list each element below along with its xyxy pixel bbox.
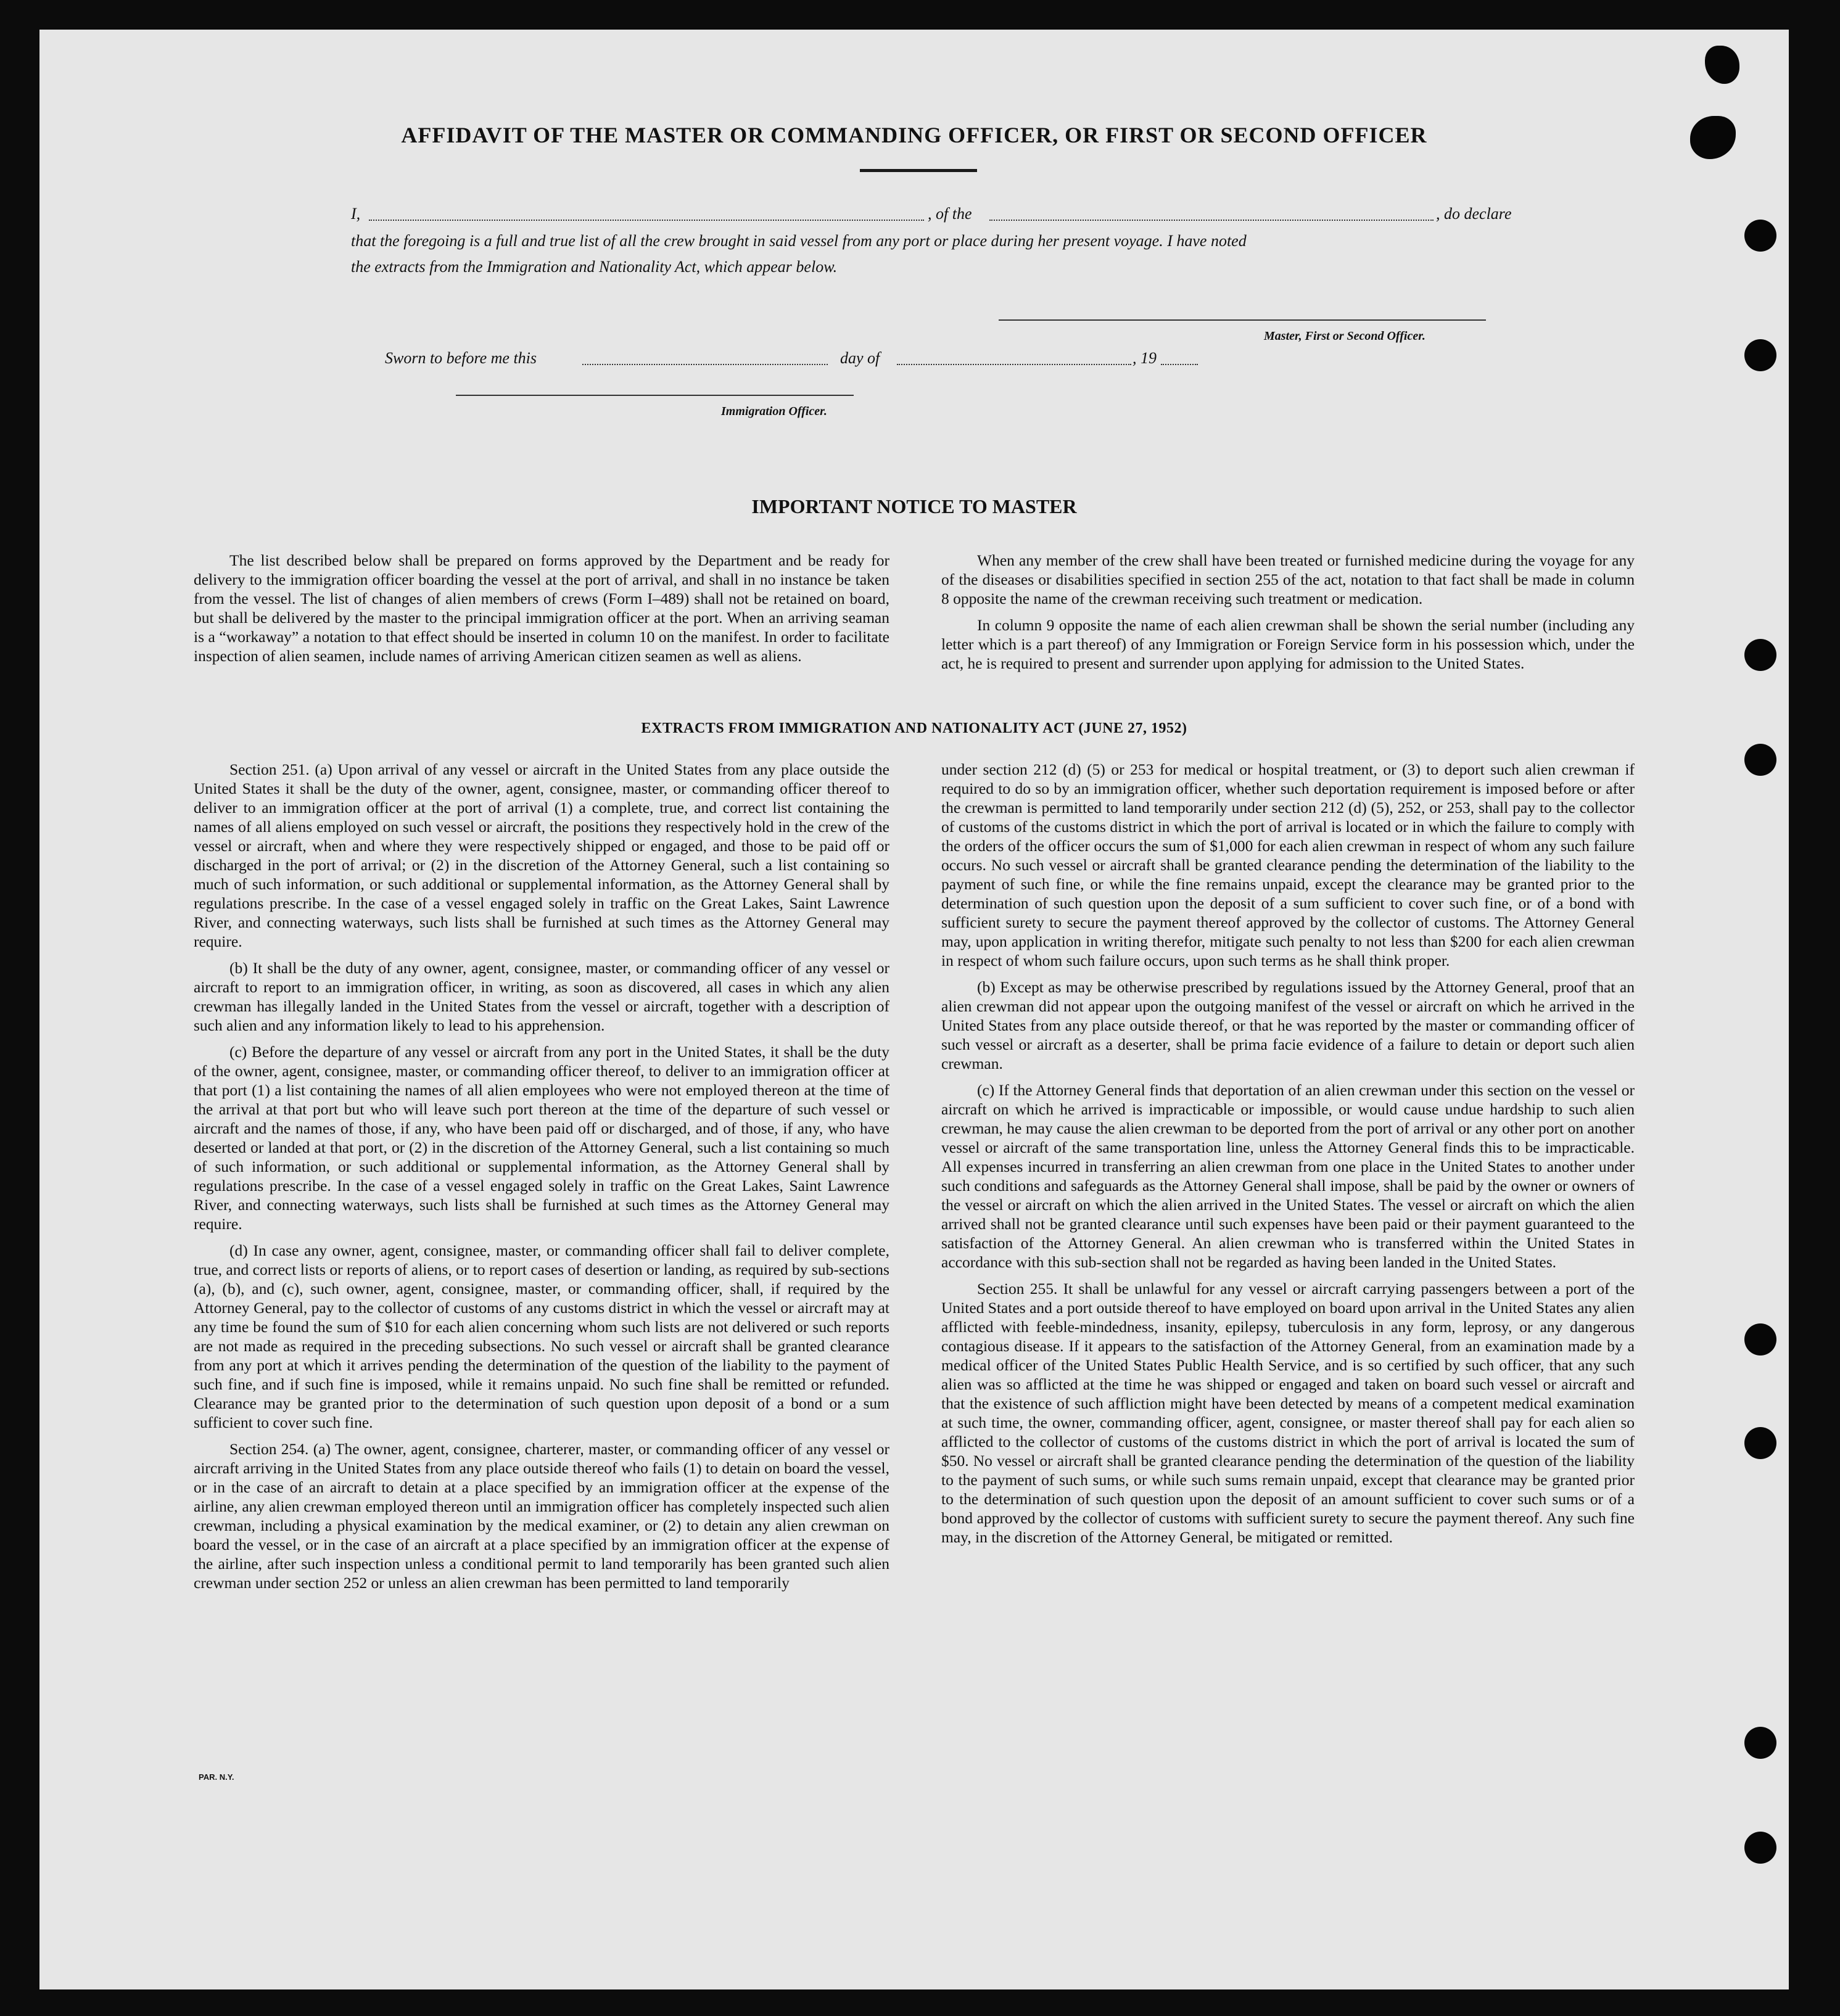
sworn-label: Sworn to before me this <box>385 349 537 367</box>
punch-hole <box>1744 220 1776 252</box>
punch-hole <box>1744 1727 1776 1759</box>
of-the-label: , of the <box>928 205 972 223</box>
section-paragraph: (c) If the Attorney General finds that deportation of an alien crewman under this section on the vessel or aircraft on which he arrived is impracticable or impossible, or would cause undue hardship to such alien crewman, he may cause the alien crewman to be deported from the port of arrival or any other port on another vessel or aircraft of the same transportation line, unless the Attorney General finds this to be impracticable. All expenses incurred in transferring an alien crewman from one place in the United States to another under such conditions and safeguards as the Attorney General shall impose, shall be paid by the owner or owners of the vessel or aircraft on which the alien arrived in the United States. The vessel or aircraft on which the alien arrived shall not be granted clearance until such expenses have been paid or their payment guaranteed to the satisfaction of the Attorney General. An alien crewman who is transferred within the United States in accordance with this sub-section shall not be regarded as having been landed in the United States. <box>941 1081 1635 1271</box>
master-signature-line[interactable] <box>999 319 1486 321</box>
do-declare-label: , do declare <box>1436 205 1512 223</box>
section-paragraph: Section 255. It shall be unlawful for any vessel or aircraft carrying passengers between a port of the United States and a port outside thereof to have employed on board upon arrival in the United States any alien afflicted with feeble-mindedness, insanity, epilepsy, tuberculosis in any form, leprosy, or any dangerous contagious disease. If it appears to the satisfaction of the Attorney General, from an examination made by a medical officer of the United States Public Health Service, and is so certified by such officer, that any such alien was so afflicted at the time he was shipped or engaged and taken on board such vessel or aircraft and that the existence of such affliction might have been detected by means of a competent medical examination at such time, the owner, commanding officer, agent, consignee, or master thereof shall pay for each alien so afflicted to the collector of customs of the customs district in which the port of arrival is located the sum of $50. No vessel or aircraft shall be granted clearance pending the determination of the question of the liability to the payment of such sums, or while such sums remain unpaid, except that clearance may be granted prior to the determination of such question upon the deposit of an amount sufficient to cover such sums or of a bond approved by the collector of customs with sufficient surety to secure the payment thereof. Any such fine may, in the discretion of the Attorney General, be mitigated or remitted. <box>941 1280 1635 1546</box>
master-signature-label: Master, First or Second Officer. <box>1264 329 1425 343</box>
section-paragraph: (b) It shall be the duty of any owner, agent, consignee, master, or commanding officer of any vessel or aircraft to report to an immigration officer, in writing, as soon as discovered, all cases in which any alien crewman has illegally landed in the United States from the vessel or aircraft, together with a description of such alien and any information likely to lead to his apprehension. <box>194 959 889 1034</box>
i-label: I, <box>351 205 361 223</box>
sworn-month-field[interactable] <box>897 364 1131 365</box>
document-page <box>39 30 1789 1989</box>
statement-line-1: that the foregoing is a full and true list of all the crew brought in said vessel from any port or place during her present voyage. I have noted <box>351 232 1247 250</box>
title-rule <box>860 169 977 172</box>
punch-hole <box>1744 1323 1776 1356</box>
officer-signature-line[interactable] <box>456 395 854 396</box>
sworn-day-field[interactable] <box>582 364 828 365</box>
affidavit-title: AFFIDAVIT OF THE MASTER OR COMMANDING OFFICER, OR FIRST OR SECOND OFFICER <box>401 123 1427 147</box>
extracts-right-column <box>941 760 1635 1554</box>
notice-title: IMPORTANT NOTICE TO MASTER <box>751 495 1077 517</box>
vessel-field[interactable] <box>989 220 1434 221</box>
section-paragraph: (c) Before the departure of any vessel or aircraft from any port in the United States, it shall be the duty of the owner, agent, consignee, master, or commanding officer thereof, to deliver to an immigration officer at that port (1) a list containing the names of all alien employees who were not employed thereon at the time of the arrival at that port but who will leave such port thereon at the time of the departure of such vessel or aircraft and the names of those, if any, who have been paid off or discharged, and of those, if any, who have deserted or landed at that port, or (2) in the discretion of the Attorney General, such a list containing so much of such information, or such additional or supplemental information, as the Attorney General shall by regulations prescribe. In the case of a vessel engaged solely in traffic on the Great Lakes, Saint Lawrence River, and connecting waterways, such lists shall be furnished at such times as the Attorney General may require. <box>194 1043 889 1233</box>
punch-hole <box>1744 744 1776 776</box>
section-paragraph: under section 212 (d) (5) or 253 for medical or hospital treatment, or (3) to deport such alien crewman if required to do so by an immigration officer, whether such deportation requirement is imposed before or after the crewman is permitted to land temporarily under section 212 (d) (5), 252, or 253, shall pay to the collector of customs of the customs district in which the port of arrival is located or in which the failure to comply with the orders of the officer occurs the sum of $1,000 for each alien crewman in respect of whom any such failure occurs. No such vessel or aircraft shall be granted clearance pending the determination of the liability to the payment of such fine, or while the fine remains unpaid, except the clearance may be granted prior to the determination of such question upon the deposit of a sum sufficient to cover such fine, or of a bond with sufficient surety to secure the payment thereof approved by the collector of customs. The Attorney General may, upon application in writing therefor, mitigate such penalty to not less than $200 for each alien crewman in respect of whom such failure occurs, upon such terms as he shall think proper. <box>941 760 1635 969</box>
extracts-heading: EXTRACTS FROM IMMIGRATION AND NATIONALITY ACT (JUNE 27, 1952) <box>641 720 1187 736</box>
section-paragraph: (b) Except as may be otherwise prescribed by regulations issued by the Attorney General, proof that an alien crewman did not appear upon the outgoing manifest of the vessel or aircraft on which he arrived in the United States from any place outside thereof, or that he was reported by the master or commanding officer of such vessel or aircraft as a deserter, shall be prima facie evidence of a failure to detain or deport such alien crewman. <box>941 978 1635 1072</box>
day-of-label: day of <box>840 349 880 367</box>
statement-line-2: the extracts from the Immigration and Nationality Act, which appear below. <box>351 258 838 276</box>
punch-hole <box>1744 639 1776 671</box>
section-paragraph: Section 251. (a) Upon arrival of any vessel or aircraft in the United States from any place outside the United States it shall be the duty of the owner, agent, consignee, master, or commanding officer thereof to deliver to an immigration officer at the port of arrival (1) a complete, true, and correct list containing the names of all aliens employed on such vessel or aircraft, the positions they respectively hold in the crew of the vessel or aircraft, when and where they were respectively shipped or engaged, and those to be paid off or discharged in the port of arrival; or (2) in the discretion of the Attorney General, such a list containing so much of such information, or such additional or supplemental information, as the Attorney General shall by regulations prescribe. In the case of a vessel engaged solely in traffic on the Great Lakes, Saint Lawrence River, and connecting waterways, such lists shall be furnished at such times as the Attorney General may require. <box>194 760 889 950</box>
notice-left-column <box>194 551 889 673</box>
officer-signature-label: Immigration Officer. <box>721 405 827 418</box>
notice-right-column <box>941 551 1635 680</box>
year-label: , 19 <box>1132 349 1157 367</box>
punch-hole <box>1744 1832 1776 1864</box>
extracts-left-column <box>194 760 889 1600</box>
punch-hole <box>1744 1427 1776 1459</box>
section-paragraph: (d) In case any owner, agent, consignee, master, or commanding officer shall fail to deliver complete, true, and correct lists or reports of aliens, or to report cases of desertion or landing, as required by sub-sections (a), (b), and (c), such owner, agent, consignee, master, or commanding officer, shall, if required by the Attorney General, pay to the collector of customs of any customs district in which the vessel or aircraft may at any time be found the sum of $10 for each alien concerning whom such lists are not delivered or such reports are not made as required in the preceding subsections. No such vessel or aircraft shall be granted clearance from any port at which it arrives pending the determination of the question of the liability to the payment of such fine, and if such fine is imposed, while it remains unpaid. No such fine shall be remitted or refunded. Clearance may be granted prior to the determination of such question upon deposit of a bond or a sum sufficient to cover such fine. <box>194 1241 889 1431</box>
punch-hole <box>1744 339 1776 371</box>
notice-paragraph: In column 9 opposite the name of each alien crewman shall be shown the serial number (including any letter which is a part thereof) of any Immigration or Foreign Service form in his possession which, under the act, he is required to present and surrender upon applying for admission to the United States. <box>941 616 1635 672</box>
name-field[interactable] <box>369 220 924 221</box>
printer-mark: PAR. N.Y. <box>199 1772 234 1782</box>
torn-corner <box>1705 46 1739 84</box>
notice-paragraph: The list described below shall be prepared on forms approved by the Department and be ready for delivery to the immigration officer boarding the vessel at the port of arrival, and shall in no instance be taken from the vessel. The list of changes of alien members of crews (Form I–489) shall not be retained on board, but shall be delivered by the master to the principal immigration officer at the port. When an arriving seaman is a “workaway” a notation to that effect should be inserted in column 10 on the manifest. In order to facilitate inspection of alien seamen, include names of arriving American citizen seamen as well as aliens. <box>194 551 889 665</box>
sworn-year-field[interactable] <box>1161 364 1198 365</box>
section-paragraph: Section 254. (a) The owner, agent, consignee, charterer, master, or commanding officer of any vessel or aircraft arriving in the United States from any place outside thereof who fails (1) to detain on board the vessel, or in the case of an aircraft to detain at a place specified by an immigration officer at the expense of the airline, any alien crewman employed thereon until an immigration officer has completely inspected such alien crewman, including a physical examination by the medical examiner, or (2) to detain any alien crewman on board the vessel, or in the case of an aircraft at a place specified by an immigration officer at the expense of the airline, after such inspection unless a conditional permit to land temporarily has been granted such alien crewman under section 252 or unless an alien crewman has been permitted to land temporarily <box>194 1440 889 1592</box>
notice-paragraph: When any member of the crew shall have been treated or furnished medicine during the voyage for any of the diseases or disabilities specified in section 255 of the act, notation to that fact shall be made in column 8 opposite the name of the crewman receiving such treatment or medication. <box>941 551 1635 607</box>
